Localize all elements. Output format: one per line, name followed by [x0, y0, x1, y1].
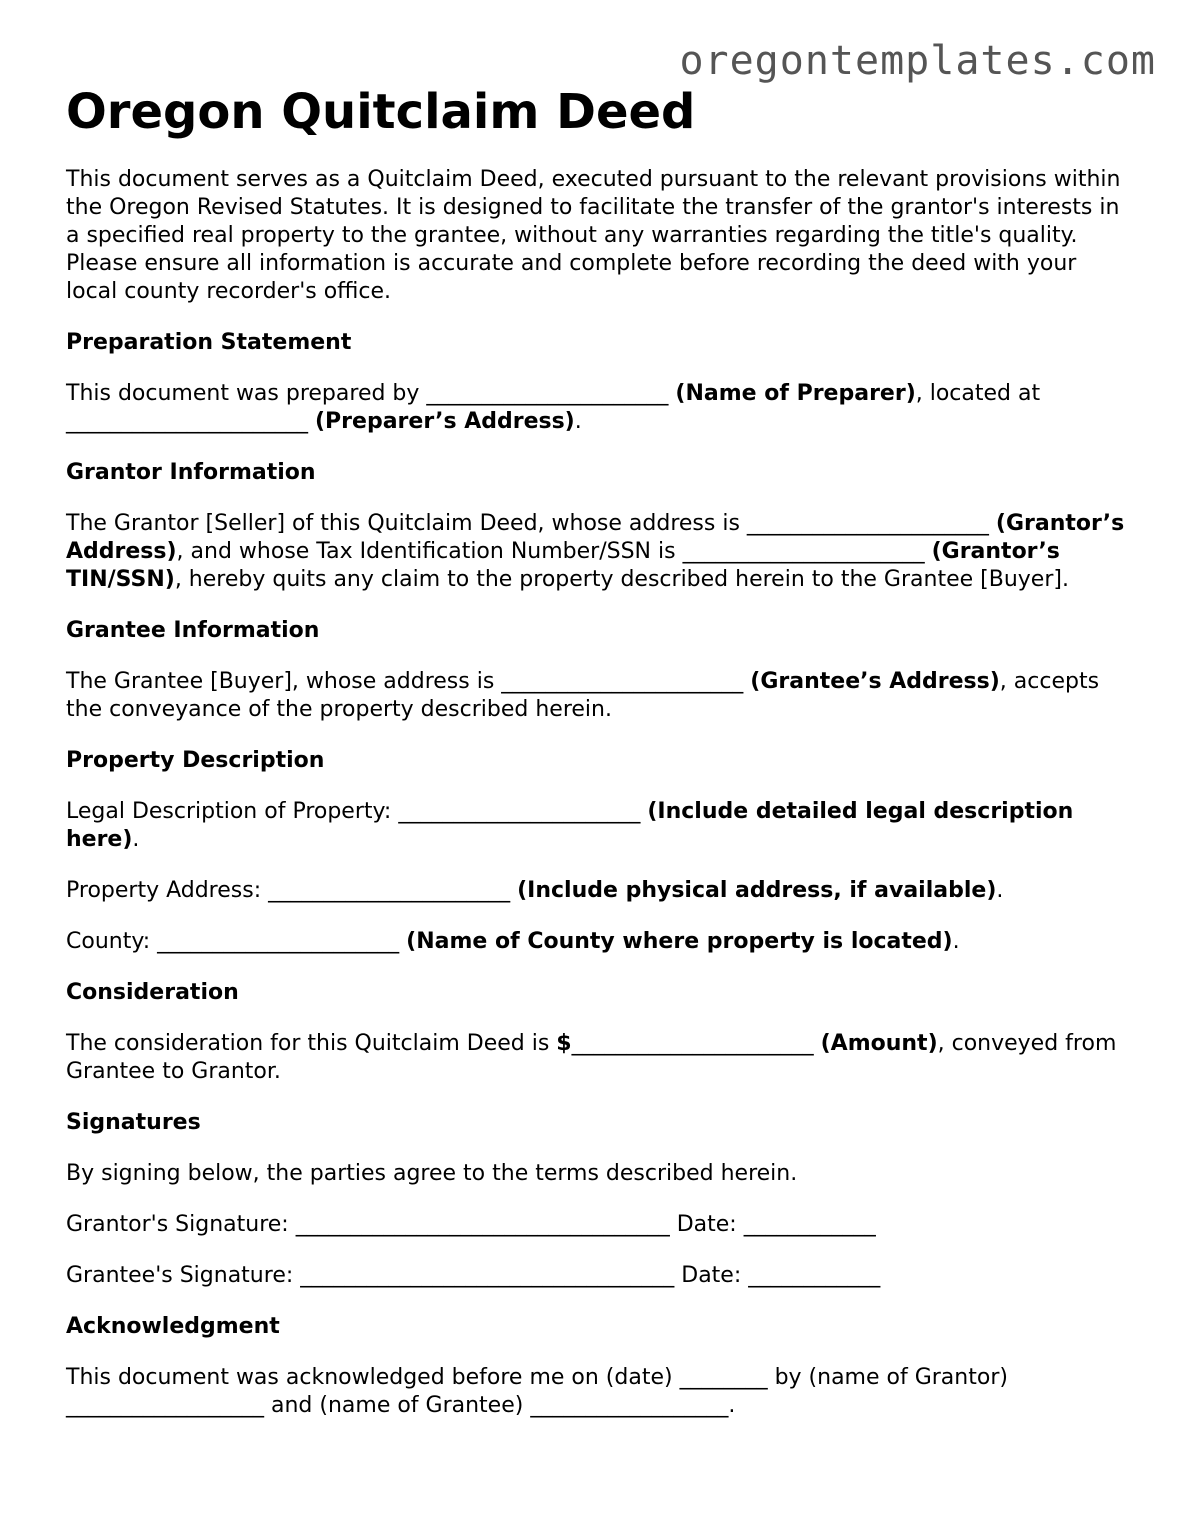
dollar-sign: $	[556, 1031, 572, 1056]
document	[66, 84, 1126, 1443]
text: The consideration for this Quitclaim Deed is	[66, 1031, 557, 1056]
preparer-address-blank[interactable]: ______________________	[66, 409, 308, 434]
grantee-address-blank[interactable]: ______________________	[501, 669, 744, 694]
label: Legal Description of Property:	[66, 799, 399, 824]
grantor-heading: Grantor Information	[66, 460, 316, 485]
hint: (Grantee’s Address)	[750, 669, 1000, 694]
label: Date:	[674, 1263, 749, 1288]
text: .	[132, 827, 140, 852]
ack-grantee-blank[interactable]: __________________	[530, 1393, 729, 1418]
amount-blank[interactable]: ______________________	[571, 1031, 814, 1056]
grantor-signature-blank[interactable]: __________________________________	[295, 1212, 670, 1237]
grantor-tin-blank[interactable]: ______________________	[682, 539, 925, 564]
text: .	[728, 1393, 736, 1418]
text: The Grantor [Seller] of this Quitclaim Deed, whose address is	[66, 511, 747, 536]
text: .	[574, 409, 582, 434]
signatures-heading: Signatures	[66, 1110, 201, 1135]
text: , hereby quits any claim to the property described herein to the Grantee [Buyer].	[174, 567, 1069, 592]
hint: (Name of Preparer)	[675, 381, 916, 406]
preparation-heading: Preparation Statement	[66, 330, 352, 355]
text: This document was acknowledged before me on (date)	[66, 1365, 680, 1390]
property-address-line	[66, 877, 1126, 905]
text: .	[952, 929, 960, 954]
text: .	[996, 878, 1004, 903]
hint: (Amount)	[820, 1031, 938, 1056]
grantor-address-blank[interactable]: ______________________	[746, 511, 989, 536]
label: Grantor's Signature:	[66, 1212, 296, 1237]
hint: (Include detailed legal description here)	[66, 799, 1074, 852]
property-heading: Property Description	[66, 748, 325, 773]
grantee-signature-line	[66, 1262, 1126, 1290]
text: , accepts the conveyance of the property described herein.	[66, 669, 1100, 722]
signatures-intro: By signing below, the parties agree to the terms described herein.	[66, 1161, 798, 1186]
hint: (Include physical address, if available)	[517, 878, 997, 903]
ack-grantor-blank[interactable]: __________________	[66, 1393, 264, 1418]
hint: (Preparer’s Address)	[315, 409, 575, 434]
ack-date-blank[interactable]: ________	[679, 1365, 768, 1390]
grantee-paragraph	[66, 668, 1126, 724]
county-line	[66, 928, 1126, 956]
grantee-heading: Grantee Information	[66, 618, 320, 643]
consideration-heading: Consideration	[66, 980, 239, 1005]
property-address-blank[interactable]: ______________________	[268, 878, 511, 903]
page-title: Oregon Quitclaim Deed	[66, 84, 696, 140]
label: Grantee's Signature:	[66, 1263, 301, 1288]
acknowledgment-heading: Acknowledgment	[66, 1314, 280, 1339]
text: and (name of Grantee)	[264, 1393, 531, 1418]
hint: (Grantor’s TIN/SSN)	[66, 539, 1060, 592]
text: The Grantee [Buyer], whose address is	[66, 669, 502, 694]
acknowledgment-paragraph	[66, 1364, 1126, 1420]
text: , conveyed from Grantee to Grantor.	[66, 1031, 1117, 1084]
legal-description-line	[66, 798, 1126, 854]
grantee-signature-blank[interactable]: __________________________________	[300, 1263, 675, 1288]
grantor-paragraph	[66, 510, 1126, 594]
text: by (name of Grantor)	[767, 1365, 1008, 1390]
preparation-paragraph	[66, 380, 1126, 436]
label: Date:	[669, 1212, 744, 1237]
county-blank[interactable]: ______________________	[157, 929, 400, 954]
grantor-signature-line	[66, 1211, 1126, 1239]
legal-description-blank[interactable]: ______________________	[398, 799, 641, 824]
hint: (Grantor’s Address)	[66, 511, 1125, 564]
text: , located at	[915, 381, 1041, 406]
hint: (Name of County where property is located)	[406, 929, 953, 954]
label: Property Address:	[66, 878, 269, 903]
grantor-date-blank[interactable]: ____________	[743, 1212, 876, 1237]
text: This document was prepared by	[66, 381, 427, 406]
intro-paragraph: This document serves as a Quitclaim Deed, executed pursuant to the relevant provisions within the Oregon Revised Statutes. It is designed to facilitate the transfer of the grantor's interests in a specified real property to the grantee, without any warranties regarding the title's quality. Please ensure all information is accurate and complete before recording the deed with your local county recorder's office.	[66, 167, 1121, 304]
grantee-date-blank[interactable]: ____________	[748, 1263, 881, 1288]
preparer-name-blank[interactable]: ______________________	[426, 381, 669, 406]
watermark: oregontemplates.com	[679, 38, 1156, 84]
label: County:	[66, 929, 158, 954]
text: , and whose Tax Identification Number/SSN is	[176, 539, 683, 564]
consideration-paragraph	[66, 1030, 1126, 1086]
